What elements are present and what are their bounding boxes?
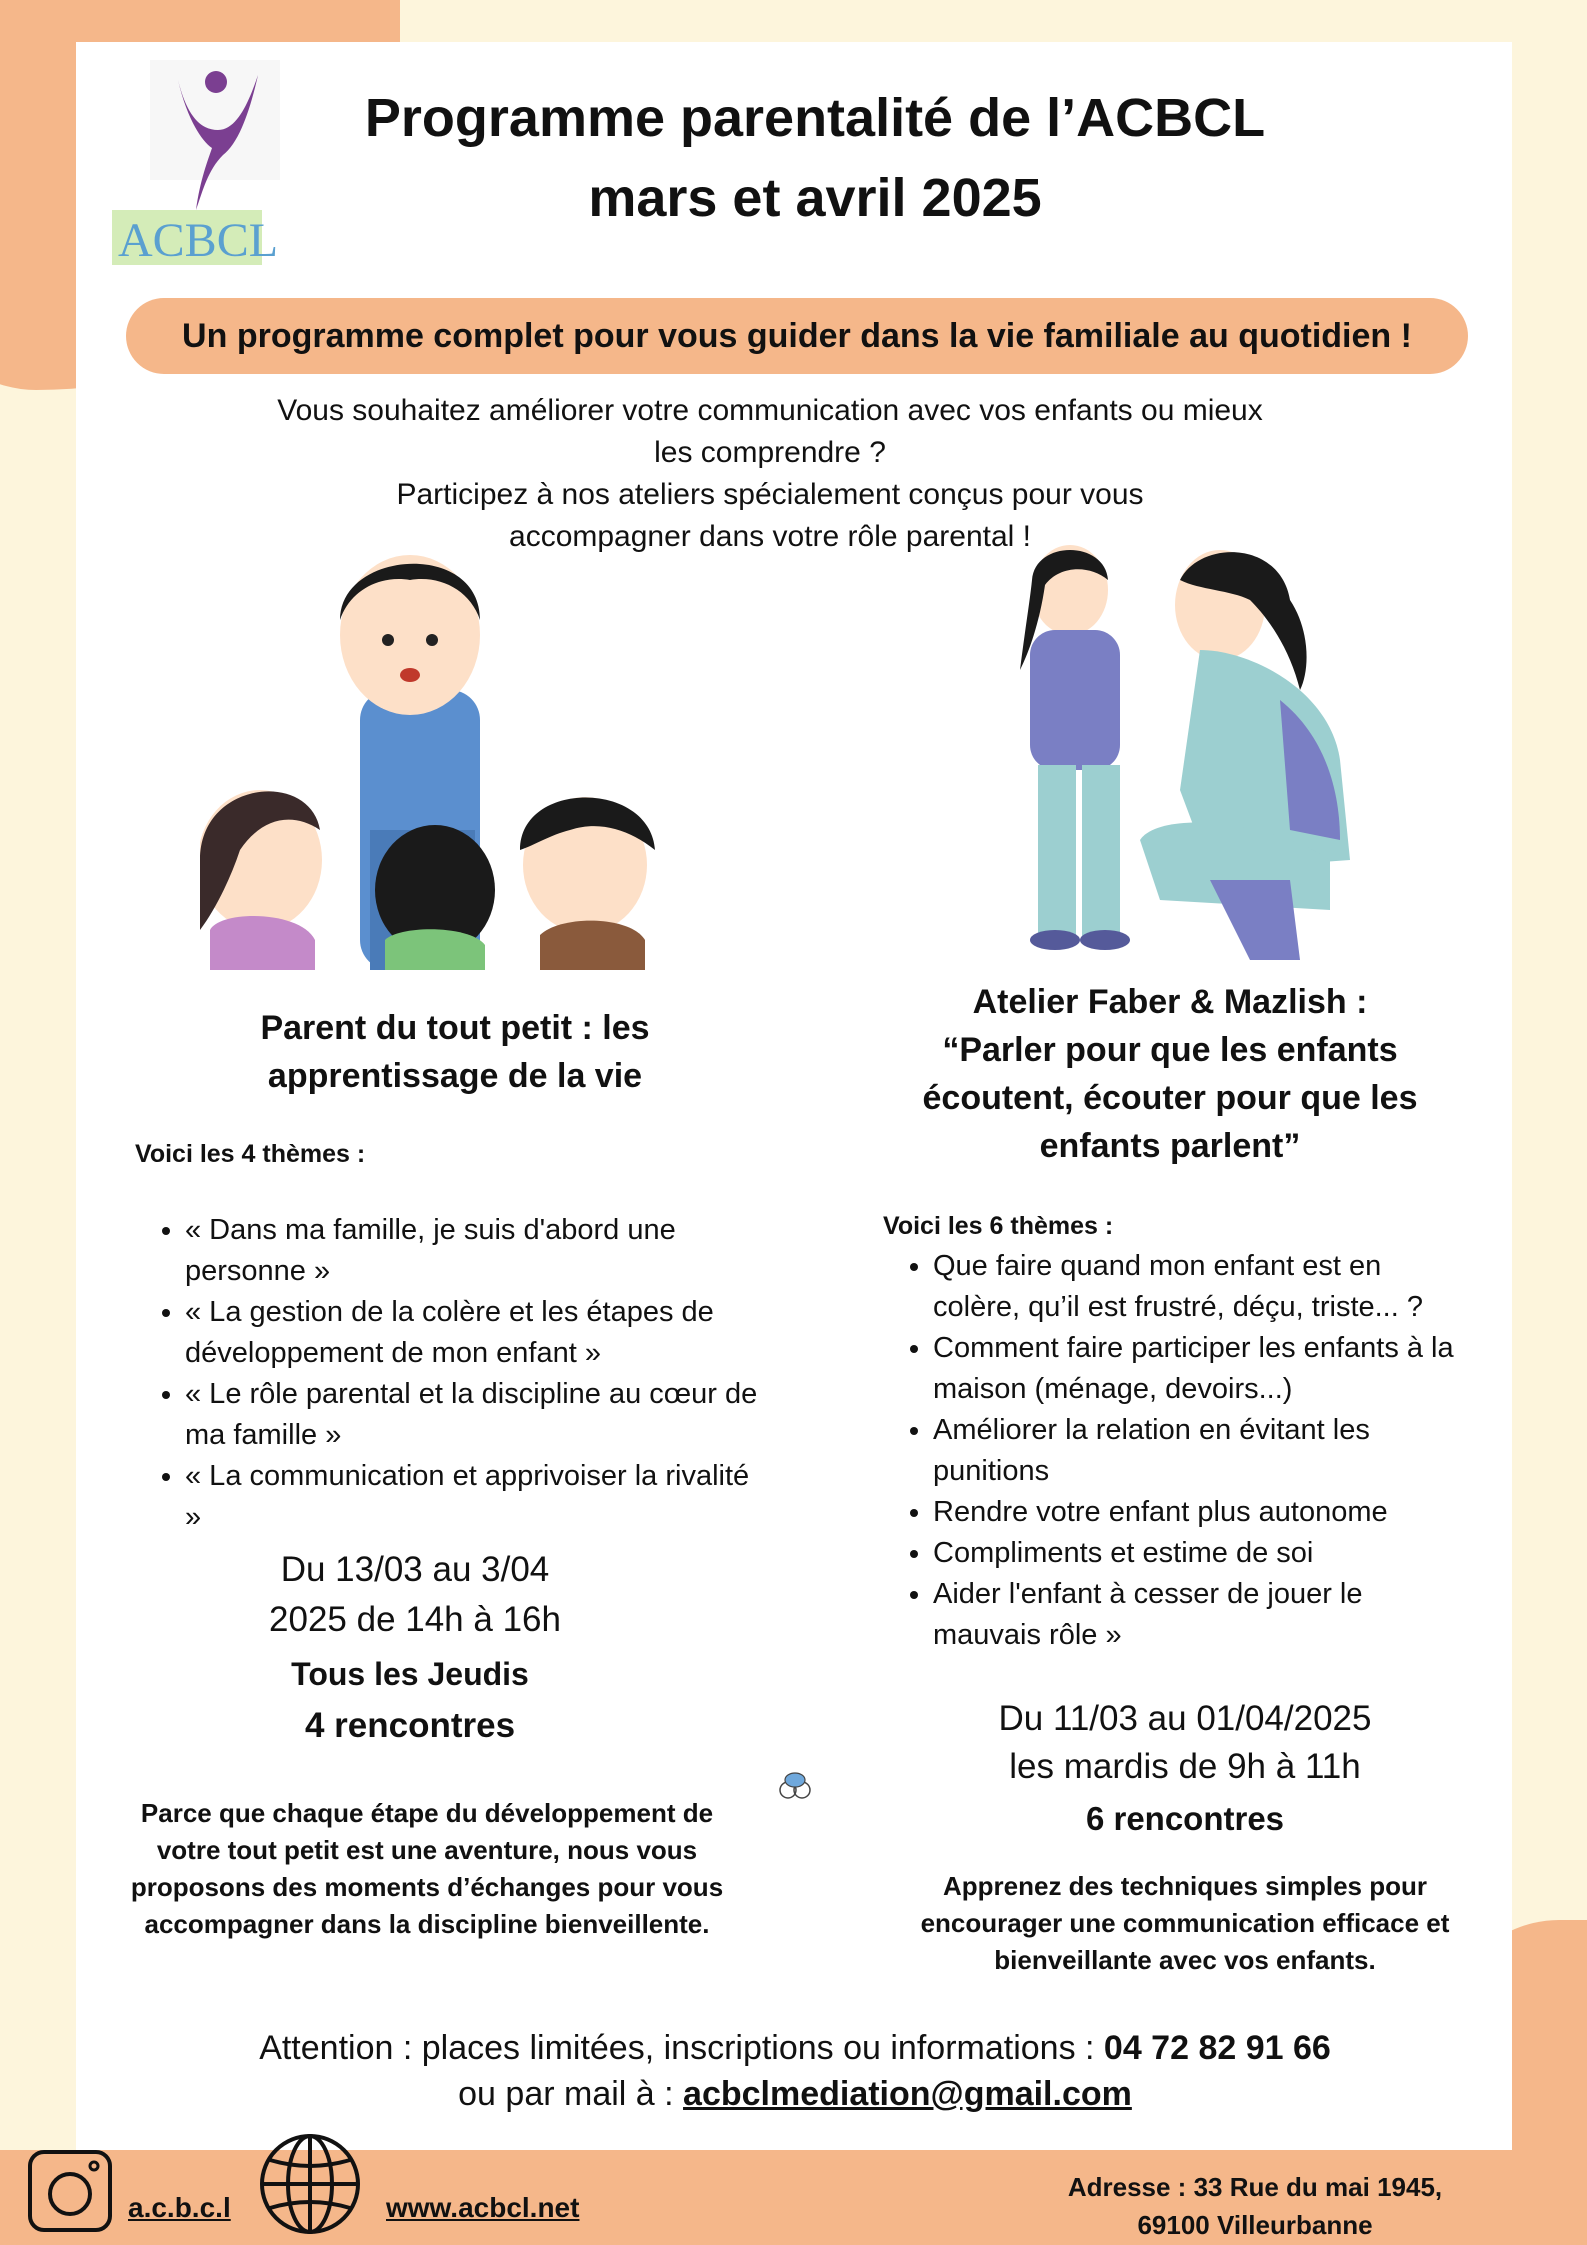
right-workshop-title <box>870 978 1470 1170</box>
email-link[interactable]: acbclmediation@gmail.com <box>683 2075 1132 2113</box>
title-line-2: mars et avril 2025 <box>588 168 1042 228</box>
right-themes-label: Voici les 6 thèmes : <box>883 1212 1114 1240</box>
left-theme-item: • « La communication et apprivoiser la rivalité » <box>185 1456 760 1538</box>
intro-line: Participez à nos ateliers spécialement conçus pour vous <box>396 478 1144 511</box>
contact-text: Attention : places limitées, inscriptions ou informations : <box>259 2029 1104 2067</box>
left-themes-label: Voici les 4 thèmes : <box>135 1140 366 1168</box>
website-link[interactable]: www.acbcl.net <box>386 2192 580 2223</box>
instagram-link[interactable]: a.c.b.c.l <box>128 2192 231 2223</box>
address-line: 69100 Villeurbanne <box>1137 2210 1373 2240</box>
phone-number[interactable]: 04 72 82 91 66 <box>1103 2029 1331 2067</box>
right-count: 6 rencontres <box>1085 1800 1285 1837</box>
parent-with-children-illustration <box>200 530 670 970</box>
right-theme-item: • Comment faire participer les enfants à la maison (ménage, devoirs...) <box>933 1328 1473 1410</box>
chat-bubbles-icon <box>776 1770 816 1802</box>
left-date-line: 2025 de 14h à 16h <box>269 1600 561 1639</box>
right-theme-item: • Améliorer la relation en évitant les punitions <box>933 1410 1473 1492</box>
left-description: Parce que chaque étape du développement de votre tout petit est une aventure, nous vous proposons des moments d’échanges pour vous accompagner dans la discipline bienveillente. <box>130 1798 724 1939</box>
right-themes-list <box>883 1246 1473 1656</box>
contact-info <box>100 2025 1490 2117</box>
banner-pill: Un programme complet pour vous guider dans la vie familiale au quotidien ! <box>126 298 1468 374</box>
instagram-icon[interactable] <box>24 2148 116 2234</box>
right-title-line: Atelier Faber & Mazlish : <box>972 983 1368 1021</box>
mail-prefix: ou par mail à : <box>458 2075 684 2113</box>
right-theme-item: • Aider l'enfant à cesser de jouer le mauvais rôle » <box>933 1574 1473 1656</box>
mother-and-child-illustration <box>1010 540 1380 970</box>
globe-icon <box>258 2132 362 2236</box>
left-dates <box>180 1545 650 1645</box>
left-theme-item: • « Le rôle parental et la discipline au cœur de ma famille » <box>185 1374 760 1456</box>
acbcl-logo <box>108 60 298 270</box>
left-theme-item: • « Dans ma famille, je suis d'abord une personne » <box>185 1210 760 1292</box>
left-theme-item: • « La gestion de la colère et les étapes de développement de mon enfant » <box>185 1292 760 1374</box>
left-day: Tous les Jeudis <box>291 1656 529 1692</box>
intro-line: les comprendre ? <box>654 436 886 469</box>
right-theme-item: • Compliments et estime de soi <box>933 1533 1473 1574</box>
left-workshop-title <box>140 1004 770 1100</box>
logo-text: ACBCL <box>118 214 279 267</box>
left-count: 4 rencontres <box>304 1706 516 1745</box>
right-title-line: écoutent, écouter pour que les <box>922 1079 1418 1117</box>
right-theme-item: • Que faire quand mon enfant est en colère, qu’il est frustré, déçu, triste... ? <box>933 1246 1473 1328</box>
left-date-line: Du 13/03 au 3/04 <box>280 1550 550 1589</box>
intro-line: Vous souhaitez améliorer votre communication avec vos enfants ou mieux <box>277 394 1263 427</box>
right-dates <box>900 1695 1470 1791</box>
right-description: Apprenez des techniques simples pour encourager une communication efficace et bienveillante avec vos enfants. <box>920 1871 1450 1975</box>
right-theme-item: • Rendre votre enfant plus autonome <box>933 1492 1473 1533</box>
address <box>1010 2168 1500 2244</box>
right-date-line: Du 11/03 au 01/04/2025 <box>998 1699 1372 1738</box>
left-title-line: Parent du tout petit : les <box>260 1009 650 1047</box>
right-title-line: enfants parlent” <box>1039 1127 1301 1165</box>
page-title <box>300 78 1330 238</box>
left-title-line: apprentissage de la vie <box>267 1057 643 1095</box>
left-themes-list <box>135 1210 760 1538</box>
title-line-1: Programme parentalité de l’ACBCL <box>364 88 1266 148</box>
right-date-line: les mardis de 9h à 11h <box>1009 1747 1361 1786</box>
address-line: Adresse : 33 Rue du mai 1945, <box>1067 2172 1443 2202</box>
right-title-line: “Parler pour que les enfants <box>942 1031 1398 1069</box>
intro-line: accompagner dans votre rôle parental ! <box>509 520 1031 553</box>
